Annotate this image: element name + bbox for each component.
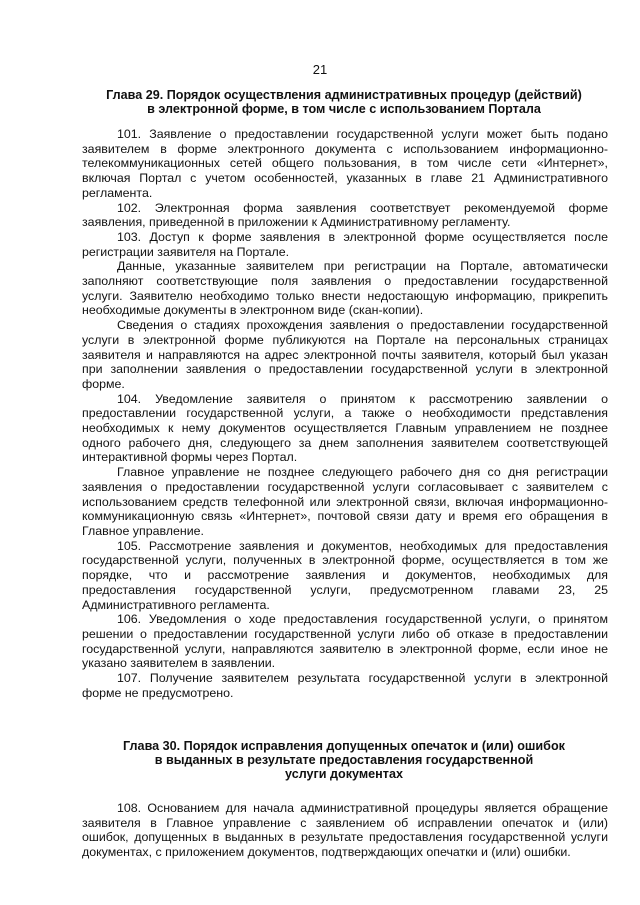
text-line: государственной услуги, полученных в электронной форме, осуществляется в том же — [82, 553, 608, 568]
chapter-29-body — [82, 127, 608, 700]
heading-line: в выданных в результате предоставления государственной — [154, 753, 534, 767]
text-line: 106. Уведомления о ходе предоставления государственной услуги, о принятом — [117, 612, 608, 627]
text-line: форме. — [82, 376, 125, 391]
text-line: предоставления государственной услуги, предусмотренном главами 23, 25 — [82, 582, 608, 597]
text-line: 101. Заявление о предоставлении государственной услуги может быть подано — [117, 127, 608, 141]
text-line: заявления о предоставлении государственной услуги согласовывает с заявителем с — [82, 479, 608, 494]
text-line: заполняют соответствующие поля заявления о предоставлении государственной — [82, 274, 608, 289]
text-line: услуги. Заявителю необходимо только внести недостающую информацию, прикрепить — [82, 288, 608, 303]
text-line: одного рабочего дня, следующего за днем заполнения заявителем соответствующей — [82, 435, 608, 450]
text-line: 107. Получение заявителем результата государственной услуги в электронной — [117, 671, 608, 686]
text-line: решении о предоставлении государственной услуги либо об отказе в предоставлении — [82, 626, 608, 641]
text-line: коммуникационную связь «Интернет», почтовой связи дату и время его обращения в — [82, 509, 608, 524]
text-line: заявителем в форме электронного документа с использованием информационно- — [82, 141, 608, 156]
text-line: заявителя и направляются на адрес электронной почты заявителя, который был указан — [82, 347, 608, 362]
text-line: 105. Рассмотрение заявления и документов, необходимых для предоставления — [117, 538, 608, 553]
text-line: предоставлении государственной услуги, а также о необходимости представления — [82, 406, 608, 421]
text-line: необходимые документы в электронном виде (скан-копии). — [82, 303, 424, 318]
text-line: интерактивной формы через Портал. — [82, 450, 298, 465]
page-number: 21 — [312, 62, 328, 77]
text-line: указано заявителем в заявлении. — [82, 656, 276, 671]
text-line: документах, с приложением документов, подтверждающих опечатки и (или) ошибки. — [82, 845, 571, 860]
text-line: Сведения о стадиях прохождения заявления о предоставлении государственной — [117, 318, 608, 333]
text-line: использованием средств телефонной или электронной связи, включая информационно- — [82, 494, 608, 509]
text-line: заявления, приведенной в приложении к Административному регламенту. — [82, 215, 511, 230]
text-line: ошибок, допущенных в выданных в результате предоставления государственной услуги — [82, 830, 608, 845]
heading-line: в электронной форме, в том числе с использованием Портала — [147, 102, 541, 116]
text-line: включая Портал с учетом особенностей, указанных в главе 21 Административного — [82, 171, 608, 186]
text-line: заявителя в Главное управление с заявлением об исправлении опечаток и (или) — [82, 815, 608, 830]
text-line: 103. Доступ к форме заявления в электронной форме осуществляется после — [117, 229, 608, 244]
text-line: регламента. — [82, 185, 153, 200]
text-line: порядке, что и рассмотрение заявления и документов, необходимых для — [82, 568, 608, 583]
heading-line: Глава 29. Порядок осуществления административных процедур (действий) — [106, 88, 582, 102]
text-line: 108. Основанием для начала административной процедуры является обращение — [117, 801, 608, 815]
text-line: Данные, указанные заявителем при регистрации на Портале, автоматически — [117, 259, 608, 274]
text-line: Главное управление не позднее следующего рабочего дня со дня регистрации — [117, 465, 608, 480]
text-line: телекоммуникационных сетей общего пользования, в том числе сети «Интернет», — [82, 156, 608, 171]
paragraph-108 — [82, 801, 608, 860]
text-line: 102. Электронная форма заявления соответствует рекомендуемой форме — [117, 200, 608, 215]
text-line: регистрации заявителя на Портале. — [82, 244, 290, 259]
text-line: при заполнении заявления о предоставлении государственной услуги в электронной — [82, 362, 608, 377]
chapter-29-heading — [82, 88, 606, 116]
text-line: услуги в электронной форме публикуются на Портале на персональных страницах — [82, 332, 608, 347]
text-line: 104. Уведомление заявителя о принятом к рассмотрению заявлении о — [117, 391, 608, 406]
text-line: Административного регламента. — [82, 597, 270, 612]
heading-line: услуги документах — [285, 767, 403, 781]
text-line: необходимых к нему документов осуществляется Главным управлением не позднее — [82, 421, 608, 436]
text-line: государственной услуги, направляются заявителю в электронной форме, если иное не — [82, 641, 608, 656]
chapter-30-heading — [82, 739, 606, 781]
heading-line: Глава 30. Порядок исправления допущенных опечаток и (или) ошибок — [123, 739, 565, 753]
text-line: форме не предусмотрено. — [82, 685, 234, 700]
text-line: Главное управление. — [82, 523, 204, 538]
